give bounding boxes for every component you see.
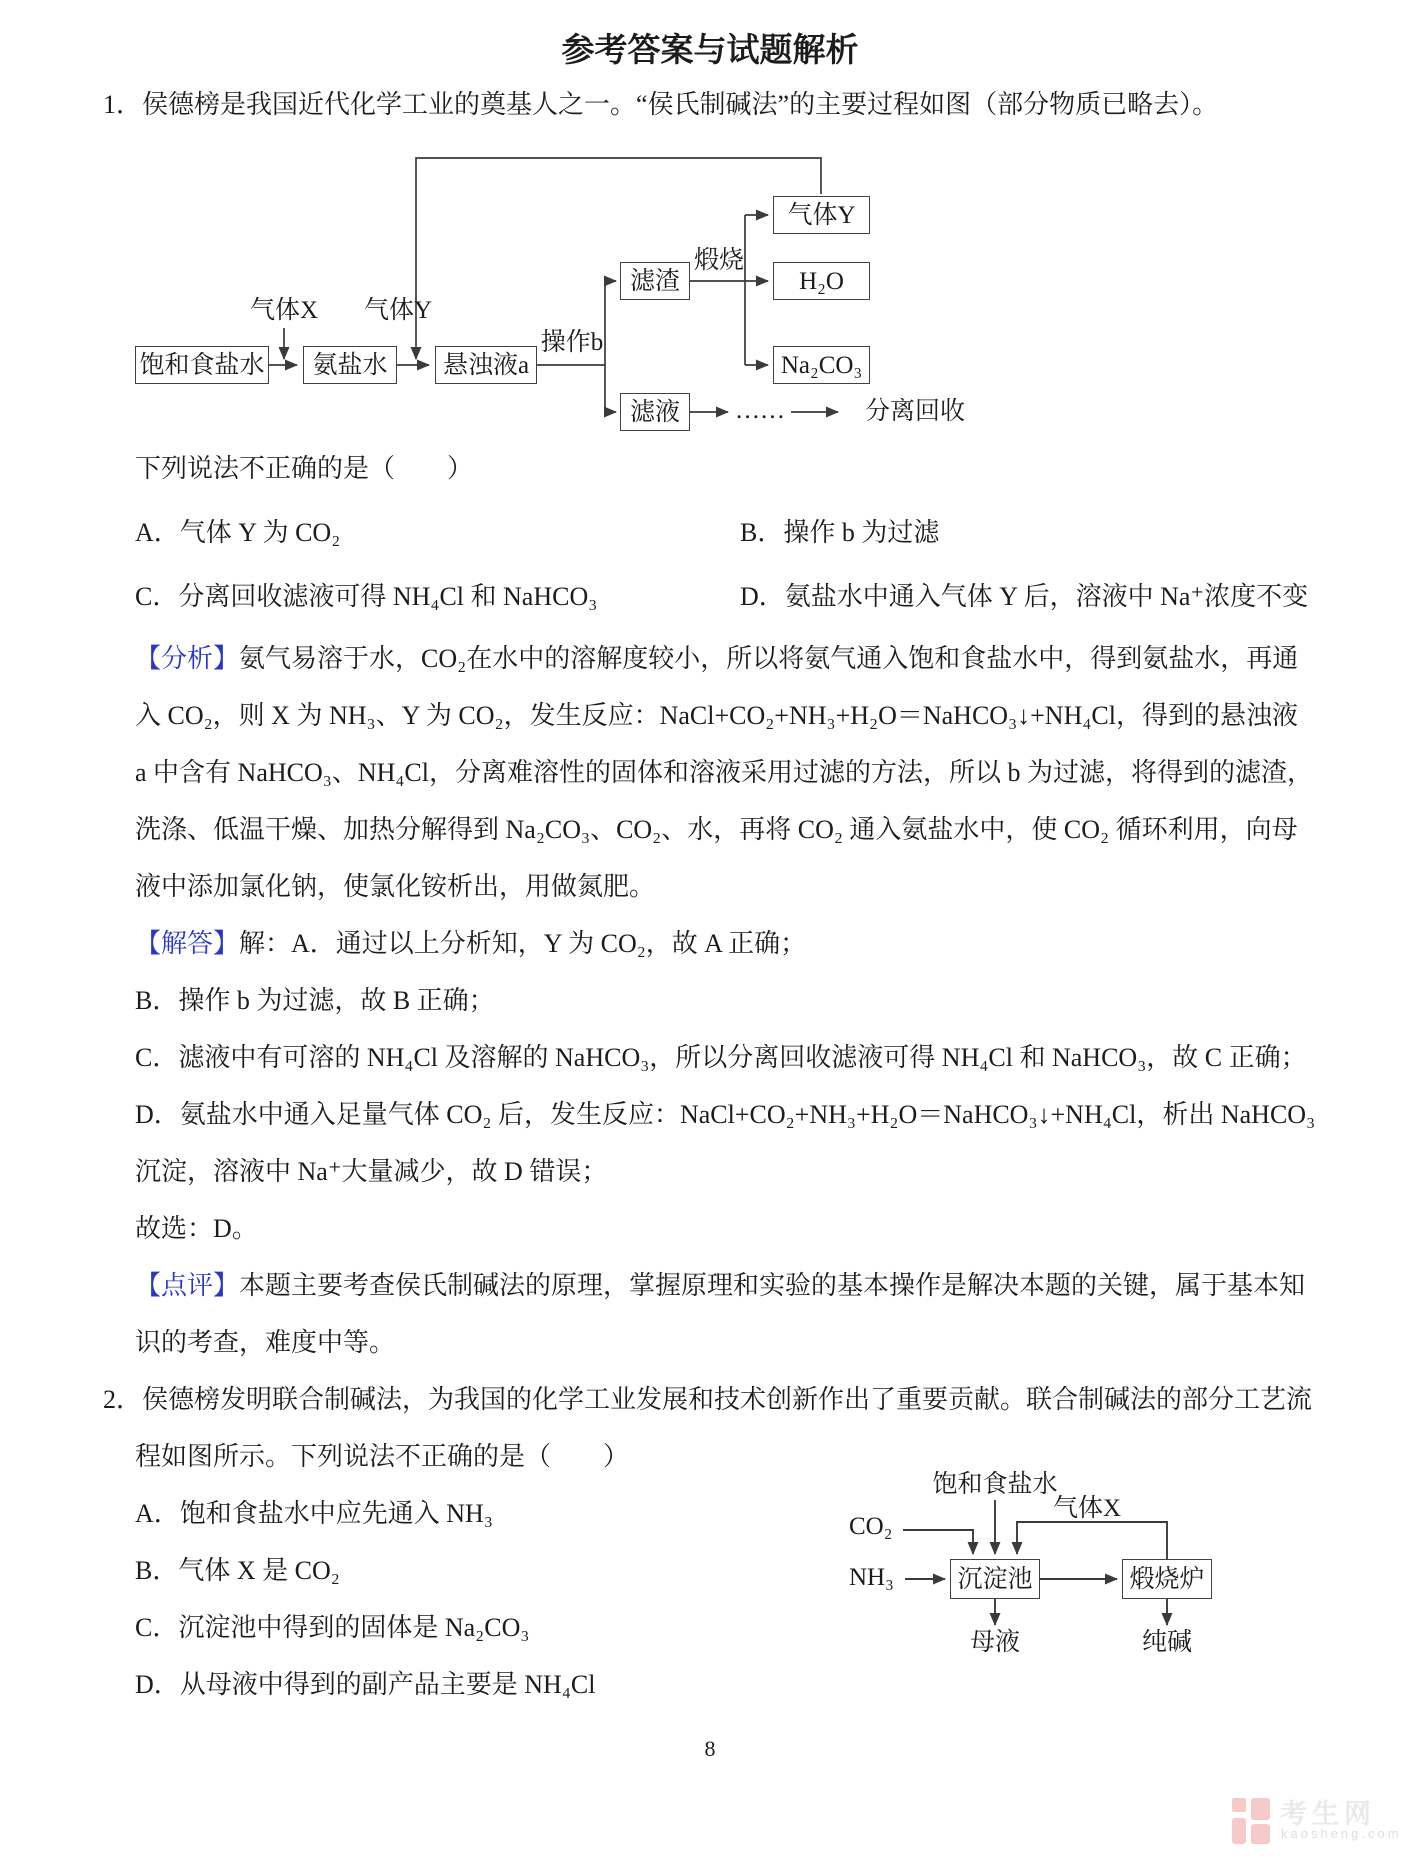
watermark-brand: 考生网: [1280, 1799, 1376, 1829]
q2-option-d: D．从母液中得到的副产品主要是 NH₄Cl: [135, 1670, 596, 1699]
box-suspension-a: 悬浊液a: [435, 346, 537, 384]
comment-line: 识的考查，难度中等。: [135, 1328, 396, 1357]
answer-line: D．氨盐水中通入足量气体 CO₂ 后，发生反应：NaCl+CO₂+NH₃+H₂O＝NaHCO₃↓+NH₄Cl，析出 NaHCO₃: [135, 1100, 1316, 1129]
q1-prompt: 下列说法不正确的是（ ）: [135, 454, 474, 483]
label-operation-b: 操作b: [540, 329, 604, 356]
q1-flow-diagram: [125, 150, 1015, 445]
label-calcination: 煅烧: [693, 247, 744, 274]
answer-line: 故选：D。: [135, 1214, 258, 1243]
q1-stem: 1．侯德榜是我国近代化学工业的奠基人之一。“侯氏制碱法”的主要过程如图（部分物质已略去）。: [103, 90, 1219, 119]
answer-line: C．滤液中有可溶的 NH₄Cl 及溶解的 NaHCO₃，所以分离回收滤液可得 NH₄Cl 和 NaHCO₃，故 C 正确；: [135, 1043, 1307, 1072]
label-separate-recover: 分离回收: [864, 398, 965, 425]
watermark-domain: kaosheng.com: [1281, 1826, 1402, 1841]
analysis-line: 液中添加氯化钠，使氯化铵析出，用做氮肥。: [135, 872, 656, 901]
label-gas-x: 气体X: [1052, 1495, 1122, 1522]
answer-text: 解：A．通过以上分析知，Y 为 CO₂，故 A 正确；: [239, 929, 807, 958]
analysis-line: 入 CO₂，则 X 为 NH₃、Y 为 CO₂，发生反应：NaCl+CO₂+NH₃+H₂O＝NaHCO₃↓+NH₄Cl，得到的悬浊液: [135, 701, 1298, 730]
box-gas-y: 气体Y: [773, 196, 870, 234]
label-gas-y-feed: 气体Y: [364, 297, 433, 324]
page-title: 参考答案与试题解析: [561, 31, 859, 68]
label-soda-ash: 纯碱: [1141, 1629, 1192, 1656]
analysis-line: a 中含有 NaHCO₃、NH₄Cl，分离难溶性的固体和溶液采用过滤的方法，所以 b 为过滤，将得到的滤渣，: [135, 758, 1313, 787]
answer-line: B．操作 b 为过滤，故 B 正确；: [135, 986, 495, 1015]
q1-option-c: C．分离回收滤液可得 NH₄Cl 和 NaHCO₃: [135, 582, 598, 611]
box-filter-residue: 滤渣: [620, 262, 690, 300]
q2-flow-diagram: [845, 1468, 1225, 1668]
kaosheng-logo-icon: [1232, 1794, 1272, 1846]
box-water: H₂O: [773, 262, 870, 300]
answer-marker: 【解答】: [135, 929, 240, 958]
box-ammonia-brine: 氨盐水: [303, 346, 397, 384]
label-co2: CO₂: [849, 1513, 893, 1540]
comment-marker: 【点评】: [135, 1271, 240, 1300]
answer-line: [135, 927, 806, 961]
watermark: [1232, 1792, 1412, 1852]
answer-line: 沉淀，溶液中 Na⁺大量减少，故 D 错误；: [135, 1157, 608, 1186]
box-saturated-brine: 饱和食盐水: [135, 346, 269, 384]
analysis-line: [135, 642, 1298, 676]
comment-text: 本题主要考查侯氏制碱法的原理，掌握原理和实验的基本操作是解决本题的关键，属于基本知: [239, 1271, 1306, 1300]
label-saturated-brine: 饱和食盐水: [932, 1471, 1058, 1498]
label-mother-liquor: 母液: [969, 1629, 1020, 1656]
box-filtrate: 滤液: [620, 393, 690, 431]
q1-option-b: B．操作 b 为过滤: [740, 518, 940, 547]
q2-option-b: B．气体 X 是 CO₂: [135, 1556, 340, 1585]
q1-option-d: D．氨盐水中通入气体 Y 后，溶液中 Na⁺浓度不变: [740, 582, 1309, 611]
q2-stem: 2．侯德榜发明联合制碱法，为我国的化学工业发展和技术创新作出了重要贡献。联合制碱法的部分工艺流: [103, 1385, 1313, 1414]
box-calcination-furnace: 煅烧炉: [1122, 1559, 1212, 1599]
analysis-line: 洗涤、低温干燥、加热分解得到 Na₂CO₃、CO₂、水，再将 CO₂ 通入氨盐水中，使 CO₂ 循环利用，向母: [135, 815, 1298, 844]
q1-option-a: A．气体 Y 为 CO₂: [135, 518, 341, 547]
box-precipitation-tank: 沉淀池: [950, 1559, 1040, 1599]
box-sodium-carbonate: Na₂CO₃: [773, 346, 870, 384]
comment-line: [135, 1269, 1305, 1303]
q2-option-a: A．饱和食盐水中应先通入 NH₃: [135, 1499, 493, 1528]
label-gas-x: 气体X: [249, 297, 319, 324]
q2-stem: 程如图所示。下列说法不正确的是（ ）: [135, 1442, 630, 1471]
q2-option-c: C．沉淀池中得到的固体是 Na₂CO₃: [135, 1613, 530, 1642]
page-number: 8: [704, 1736, 716, 1761]
analysis-marker: 【分析】: [135, 644, 240, 673]
label-ellipsis: ……: [735, 397, 785, 424]
analysis-text: 氨气易溶于水，CO₂在水中的溶解度较小，所以将氨气通入饱和食盐水中，得到氨盐水，再通: [239, 644, 1299, 673]
label-nh3: NH₃: [849, 1564, 894, 1591]
